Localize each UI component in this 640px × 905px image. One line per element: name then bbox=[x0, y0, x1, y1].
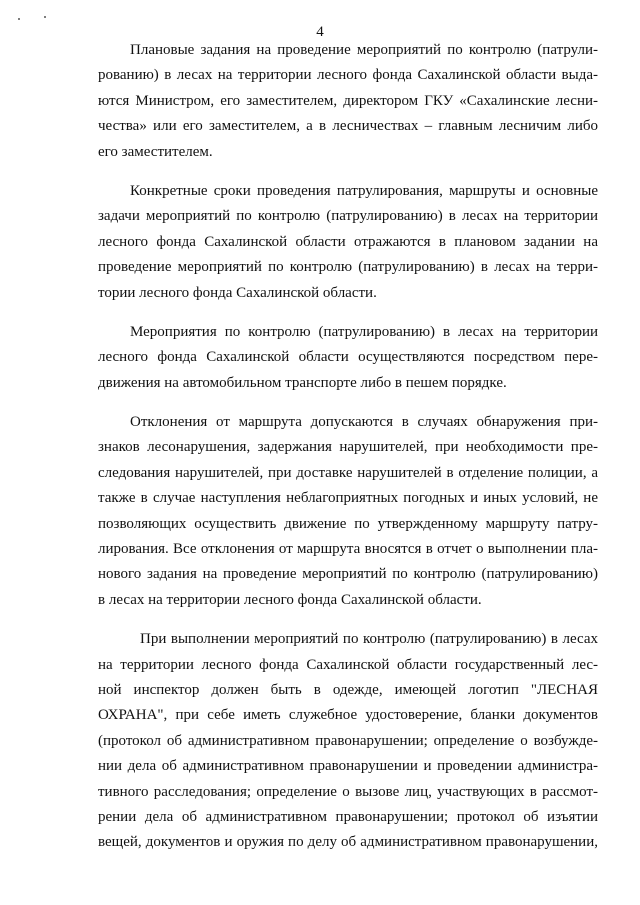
text-line: его заместителем. bbox=[98, 143, 213, 160]
text-line: движения на автомобильном транспорте либо в пешем порядке. bbox=[98, 374, 507, 391]
text-line: Отклонения от маршрута допускаются в случаях обнаружения при- bbox=[130, 414, 598, 431]
paragraph bbox=[98, 38, 598, 165]
text-line: проведение мероприятий по контролю (патрулированию) в лесах на терри- bbox=[98, 259, 598, 276]
text-line: рованию) в лесах на территории лесного фонда Сахалинской области выда- bbox=[98, 67, 598, 84]
text-line: ной инспектор должен быть в одежде, имеющей логотип "ЛЕСНАЯ bbox=[98, 681, 598, 698]
text-line: нии дела об административном правонарушении и проведении администра- bbox=[98, 758, 598, 775]
text-line: на территории лесного фонда Сахалинской области государственный лес- bbox=[98, 656, 598, 673]
text-line: Конкретные сроки проведения патрулирования, маршруты и основные bbox=[130, 182, 598, 199]
text-line: лесного фонда Сахалинской области осуществляются посредством пере- bbox=[98, 349, 598, 366]
paragraph bbox=[98, 179, 598, 306]
text-line: лирования. Все отклонения от маршрута вносятся в отчет о выполнении пла- bbox=[98, 541, 598, 558]
scan-speck bbox=[18, 18, 20, 20]
text-line: Мероприятия по контролю (патрулированию) в лесах на территории bbox=[130, 323, 598, 340]
body-text bbox=[98, 38, 598, 870]
text-line: (протокол об административном правонарушении; определение о возбужде- bbox=[98, 732, 598, 749]
text-line: лесного фонда Сахалинской области отражаются в плановом задании на bbox=[98, 233, 598, 250]
paragraph bbox=[98, 410, 598, 613]
paragraph bbox=[98, 320, 598, 396]
text-line: в лесах на территории лесного фонда Сахалинской области. bbox=[98, 591, 482, 608]
text-line: рении дела об административном правонарушении; протокол об изъятии bbox=[98, 808, 598, 825]
text-line: позволяющих осуществить движение по утвержденному маршруту патру- bbox=[98, 515, 598, 532]
text-line: также в случае наступления неблагоприятных погодных и иных условий, не bbox=[98, 490, 598, 507]
text-line: следования нарушителей, при доставке нарушителей в отделение полиции, а bbox=[98, 464, 598, 481]
paragraph bbox=[98, 627, 598, 856]
text-line: тории лесного фонда Сахалинской области. bbox=[98, 284, 377, 301]
text-line: ОХРАНА", при себе иметь служебное удостоверение, бланки документов bbox=[98, 707, 598, 724]
text-line: ются Министром, его заместителем, директором ГКУ «Сахалинские лесни- bbox=[98, 92, 598, 109]
text-line: При выполнении мероприятий по контролю (патрулированию) в лесах bbox=[140, 631, 598, 648]
text-line: вещей, документов и оружия по делу об административном правонарушении, bbox=[98, 834, 598, 851]
text-line: тивного расследования; определение о вызове лиц, участвующих в рассмот- bbox=[98, 783, 598, 800]
text-line: задачи мероприятий по контролю (патрулированию) в лесах на территории bbox=[98, 208, 598, 225]
text-line: чества» или его заместителем, а в лесничествах – главным лесничим либо bbox=[98, 118, 598, 135]
text-line: нового задания на проведение мероприятий по контролю (патрулированию) bbox=[98, 566, 598, 583]
page-number: 4 bbox=[316, 24, 324, 40]
text-line: Плановые задания на проведение мероприятий по контролю (патрули- bbox=[130, 42, 598, 58]
text-line: знаков лесонарушения, задержания нарушителей, при необходимости пре- bbox=[98, 439, 598, 456]
scan-speck bbox=[44, 16, 46, 18]
